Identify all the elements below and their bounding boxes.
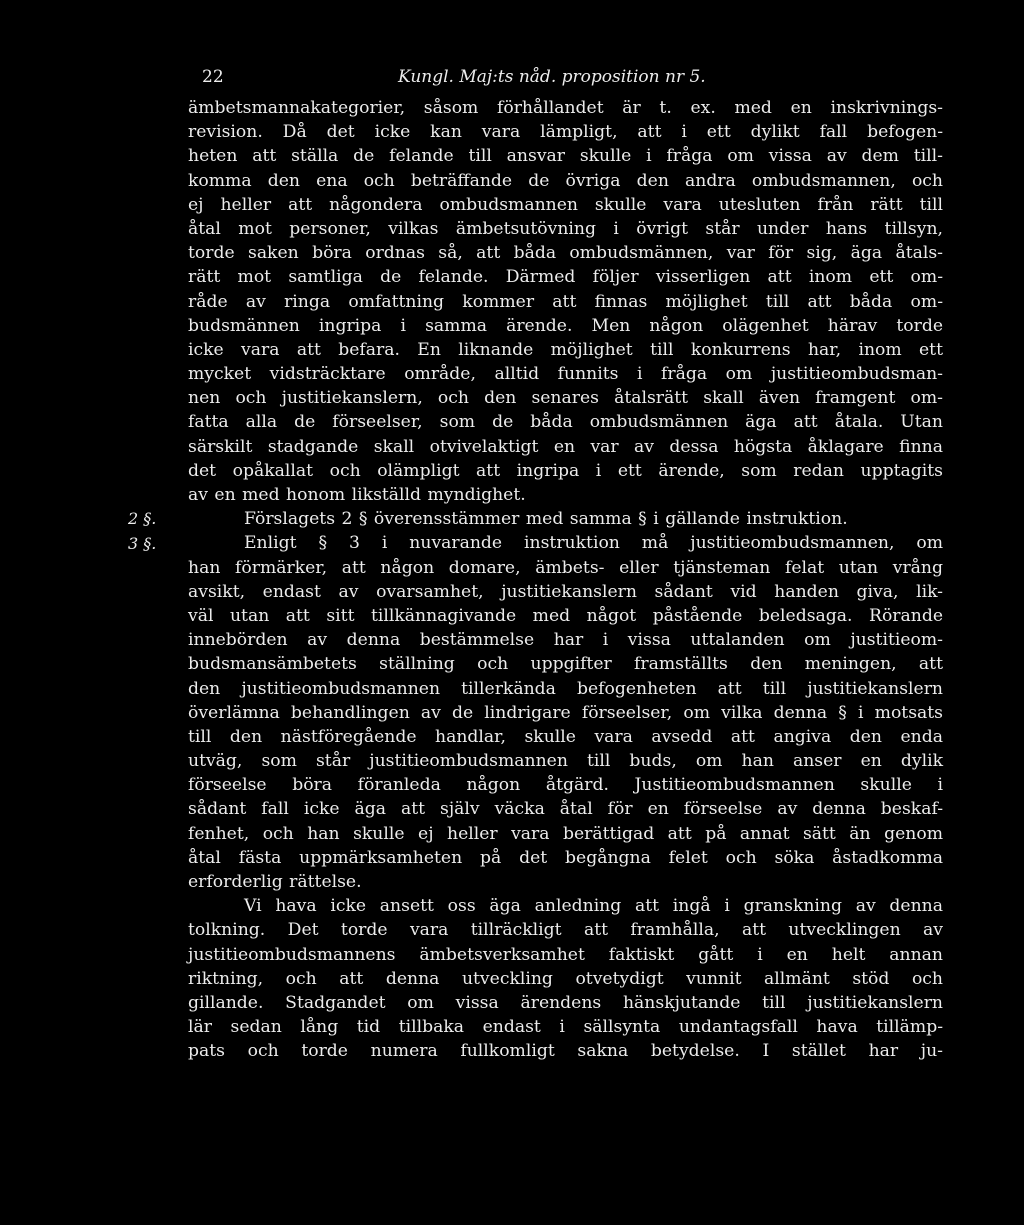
text-line: Förslagets 2 § överensstämmer med samma § i gällande instruktion.	[244, 509, 848, 530]
text-line: särskilt stadgande skall otvivelaktigt en var av dessa högsta åklagare finna	[188, 436, 943, 457]
text-line: torde saken böra ordnas så, att båda ombudsmännen, var för sig, äga åtals-	[188, 243, 943, 264]
text-line: förseelse böra föranleda någon åtgärd. Justitieombudsmannen skulle i	[188, 775, 943, 796]
text-line: lär sedan lång tid tillbaka endast i sällsynta undantagsfall hava tillämp-	[188, 1017, 943, 1038]
text-line: gillande. Stadgandet om vissa ärendens hänskjutande till justitiekanslern	[188, 992, 943, 1013]
text-line: budsmansämbetets ställning och uppgifter framställts den meningen, att	[188, 654, 943, 675]
text-line: tolkning. Det torde vara tillräckligt att framhålla, att utvecklingen av	[188, 920, 943, 941]
text-line: erforderlig rättelse.	[188, 872, 362, 892]
running-title: Kungl. Maj:ts nåd. proposition nr 5.	[398, 67, 706, 87]
text-line: ämbetsmannakategorier, såsom förhållandet är t. ex. med en inskrivnings-	[188, 98, 943, 118]
text-line: Vi hava icke ansett oss äga anledning att ingå i granskning av denna	[244, 896, 943, 917]
text-line: överlämna behandlingen av de lindrigare förseelser, om vilka denna § i motsats	[188, 702, 943, 723]
page-header	[188, 64, 943, 90]
text-line: mycket vidsträcktare område, alltid funnits i fråga om justitieombudsman-	[188, 364, 943, 385]
text-line: komma den ena och beträffande de övriga den andra ombudsmannen, och	[188, 170, 943, 191]
text-line: nen och justitiekanslern, och den senares åtalsrätt skall även framgent om-	[188, 388, 943, 409]
body-text	[128, 96, 943, 1064]
text-line: budsmännen ingripa i samma ärende. Men någon olägenhet härav torde	[188, 315, 943, 336]
text-line: rätt mot samtliga de felande. Därmed följer visserligen att inom ett om-	[188, 267, 943, 288]
page-number: 22	[202, 67, 224, 87]
text-line: åtal fästa uppmärksamheten på det begångna felet och söka åstadkomma	[188, 847, 943, 868]
text-line: icke vara att befara. En liknande möjlighet till konkurrens har, inom ett	[188, 339, 943, 360]
text-line: det opåkallat och olämpligt att ingripa i ett ärende, som redan upptagits	[188, 460, 943, 481]
text-line: riktning, och att denna utveckling otvetydigt vunnit allmänt stöd och	[188, 968, 943, 989]
text-line: sådant fall icke äga att själv väcka åtal för en förseelse av denna beskaf-	[188, 799, 943, 820]
text-line: han förmärker, att någon domare, ämbets- eller tjänsteman felat utan vrång	[188, 557, 943, 578]
text-line: heten att ställa de felande till ansvar skulle i fråga om vissa av dem till-	[188, 146, 943, 167]
text-line: Enligt § 3 i nuvarande instruktion må justitieombudsmannen, om	[244, 533, 943, 554]
text-line: fatta alla de förseelser, som de båda ombudsmännen äga att åtala. Utan	[188, 412, 943, 433]
text-line: råde av ringa omfattning kommer att finnas möjlighet till att båda om-	[188, 291, 943, 312]
text-line: till den nästföregående handlar, skulle vara avsedd att angiva den enda	[188, 726, 943, 747]
text-line: pats och torde numera fullkomligt sakna betydelse. I stället har ju-	[188, 1041, 943, 1062]
text-line: justitieombudsmannens ämbetsverksamhet faktiskt gått i en helt annan	[188, 944, 943, 965]
text-line: revision. Då det icke kan vara lämpligt, att i ett dylikt fall befogen-	[188, 122, 943, 143]
text-line: ej heller att någondera ombudsmannen skulle vara utesluten från rätt till	[188, 194, 943, 215]
text-line: utväg, som står justitieombudsmannen till buds, om han anser en dylik	[188, 751, 943, 772]
text-line: innebörden av denna bestämmelse har i vissa uttalanden om justitieom-	[188, 630, 943, 651]
text-line: fenhet, och han skulle ej heller vara berättigad att på annat sätt än genom	[188, 823, 943, 844]
text-line: avsikt, endast av ovarsamhet, justitiekanslern sådant vid handen giva, lik-	[188, 581, 943, 602]
text-line: väl utan att sitt tillkännagivande med något påstående beledsaga. Rörande	[188, 605, 943, 626]
margin-note-section-2: 2 §.	[128, 509, 157, 529]
text-line: den justitieombudsmannen tillerkända befogenheten att till justitiekanslern	[188, 678, 943, 699]
text-line: av en med honom likställd myndighet.	[188, 485, 526, 505]
margin-note-section-3: 3 §.	[128, 533, 157, 553]
text-line: åtal mot personer, vilkas ämbetsutövning i övrigt står under hans tillsyn,	[188, 218, 943, 239]
